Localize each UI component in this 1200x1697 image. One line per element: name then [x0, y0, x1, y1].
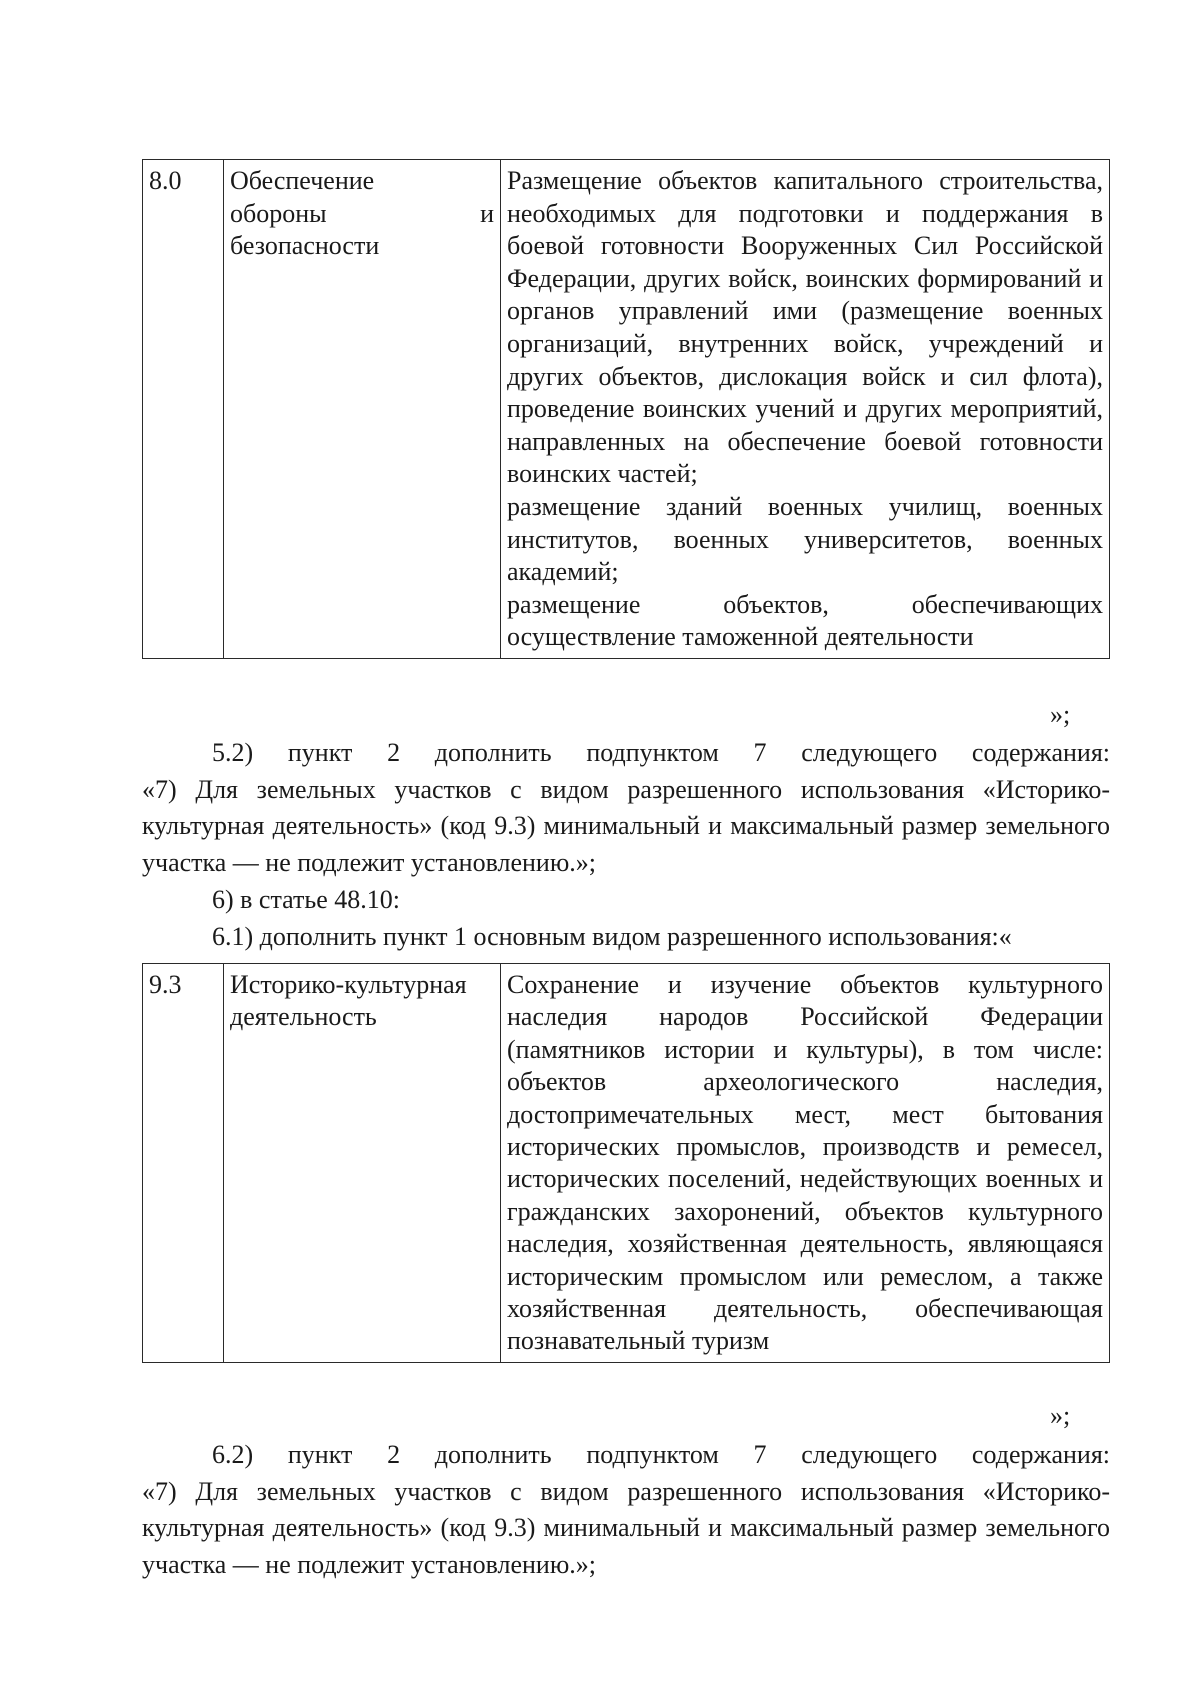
land-use-description	[501, 160, 1110, 659]
closing-quote-mark: »;	[1050, 700, 1071, 729]
article-reference: 6) в статье 48.10:	[212, 885, 401, 914]
land-use-description	[501, 964, 1110, 1363]
table-row	[143, 964, 1110, 1363]
land-use-name-line: Обеспечение	[230, 166, 375, 195]
subpoint-6-1: 6.1) дополнить пункт 1 основным видом разрешенного использования:«	[212, 922, 1012, 951]
paragraph-first-line: 6.2) пункт 2 дополнить подпунктом 7 следующего содержания:	[212, 1440, 1110, 1469]
land-use-code: 9.3	[143, 964, 224, 1363]
land-use-name	[224, 964, 501, 1363]
land-use-table-defense	[142, 159, 1110, 659]
description-paragraph: Сохранение и изучение объектов культурного наследия народов Российской Федерации (памятников истории и культуры), в том числе: объектов археологического наследия, достопримечательных мест, мест бытования исторических промыслов, производств и ремесел, исторических поселений, недействующих военных и гражданских захоронений, объектов культурного наследия, хозяйственная деятельность, являющаяся историческим промыслом или ремеслом, а также хозяйственная деятельность, обеспечивающая познавательный туризм	[507, 970, 1103, 1356]
paragraph-body: «7) Для земельных участков с видом разрешенного использования «Историко-культурная деятельность» (код 9.3) минимальный и максимальный размер земельного участка — не подлежит установлению.»;	[142, 774, 1110, 877]
table-row	[143, 160, 1110, 659]
land-use-name-line: Историко-культурная	[230, 970, 467, 999]
description-paragraph: Размещение объектов капитального строительства, необходимых для подготовки и поддержания в боевой готовности Вооруженных Сил Российской Федерации, других войск, воинских формирований и органов управлений ими (размещение военных организаций, внутренних войск, учреждений и других объектов, дислокация войск и сил флота), проведение воинских учений и других мероприятий, направленных на обеспечение боевой готовности воинских частей;	[507, 166, 1103, 489]
land-use-name-line: обороны и	[230, 198, 494, 228]
land-use-name	[224, 160, 501, 659]
description-paragraph: размещение зданий военных училищ, военных институтов, военных университетов, военных академий;	[507, 491, 1103, 587]
land-use-code: 8.0	[143, 160, 224, 659]
paragraph-6-2	[142, 1437, 1110, 1583]
land-use-name-line: безопасности	[230, 231, 380, 261]
closing-quote-mark: »;	[1050, 1401, 1071, 1430]
paragraph-5-2	[142, 735, 1110, 881]
land-use-name-line: деятельность	[230, 1002, 377, 1032]
land-use-table-cultural	[142, 963, 1110, 1363]
description-paragraph: размещение объектов, обеспечивающих осуществление таможенной деятельности	[507, 589, 1103, 652]
paragraph-first-line: 5.2) пункт 2 дополнить подпунктом 7 следующего содержания:	[212, 738, 1110, 767]
paragraph-body: «7) Для земельных участков с видом разрешенного использования «Историко-культурная деятельность» (код 9.3) минимальный и максимальный размер земельного участка — не подлежит установлению.»;	[142, 1476, 1110, 1579]
